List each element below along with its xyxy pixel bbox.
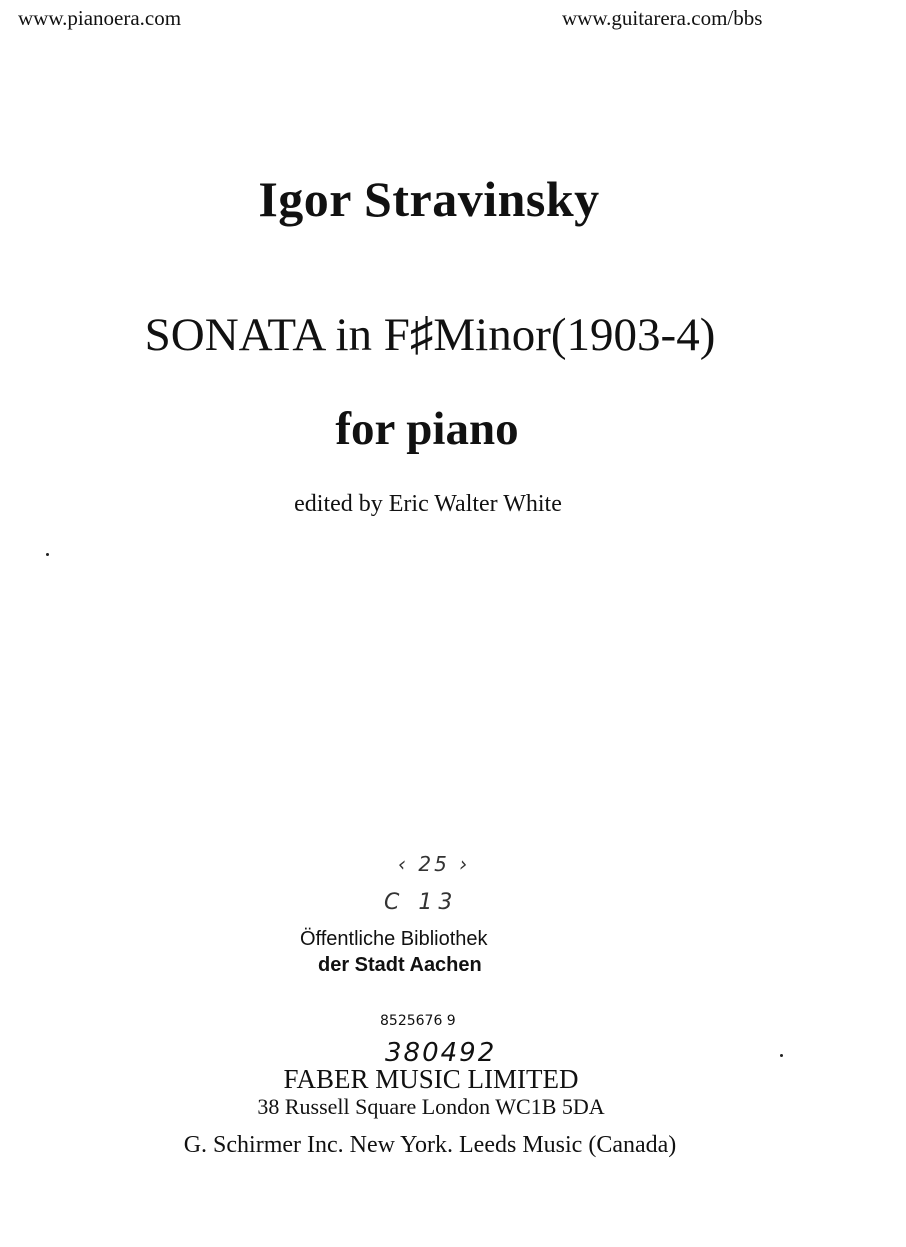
publisher-name: FABER MUSIC LIMITED <box>283 1064 579 1094</box>
distributors-line: G. Schirmer Inc. New York. Leeds Music (Canada) <box>183 1132 677 1158</box>
header-right-url: www.guitarera.com/bbs <box>562 6 763 30</box>
handwritten-mark-2: C 13 <box>384 890 459 915</box>
shelf-number: 8525676 9 <box>380 1013 456 1029</box>
scan-speck <box>780 1054 783 1057</box>
publisher-address: 38 Russell Square London WC1B 5DA <box>257 1094 605 1119</box>
library-stamp-line-2: der Stadt Aachen <box>318 954 482 976</box>
composer-name: Igor Stravinsky <box>258 171 600 227</box>
work-title: SONATA in F♯Minor(1903-4) <box>144 309 716 361</box>
instrument-line: for piano <box>335 403 519 455</box>
editor-credit: edited by Eric Walter White <box>294 491 562 517</box>
handwritten-mark-1: ‹ 25 › <box>398 852 471 876</box>
library-stamp-line-1: Öffentliche Bibliothek <box>300 928 488 950</box>
accession-number: 380492 <box>385 1038 497 1068</box>
header-left-url: www.pianoera.com <box>18 6 182 30</box>
scan-speck <box>46 553 49 556</box>
